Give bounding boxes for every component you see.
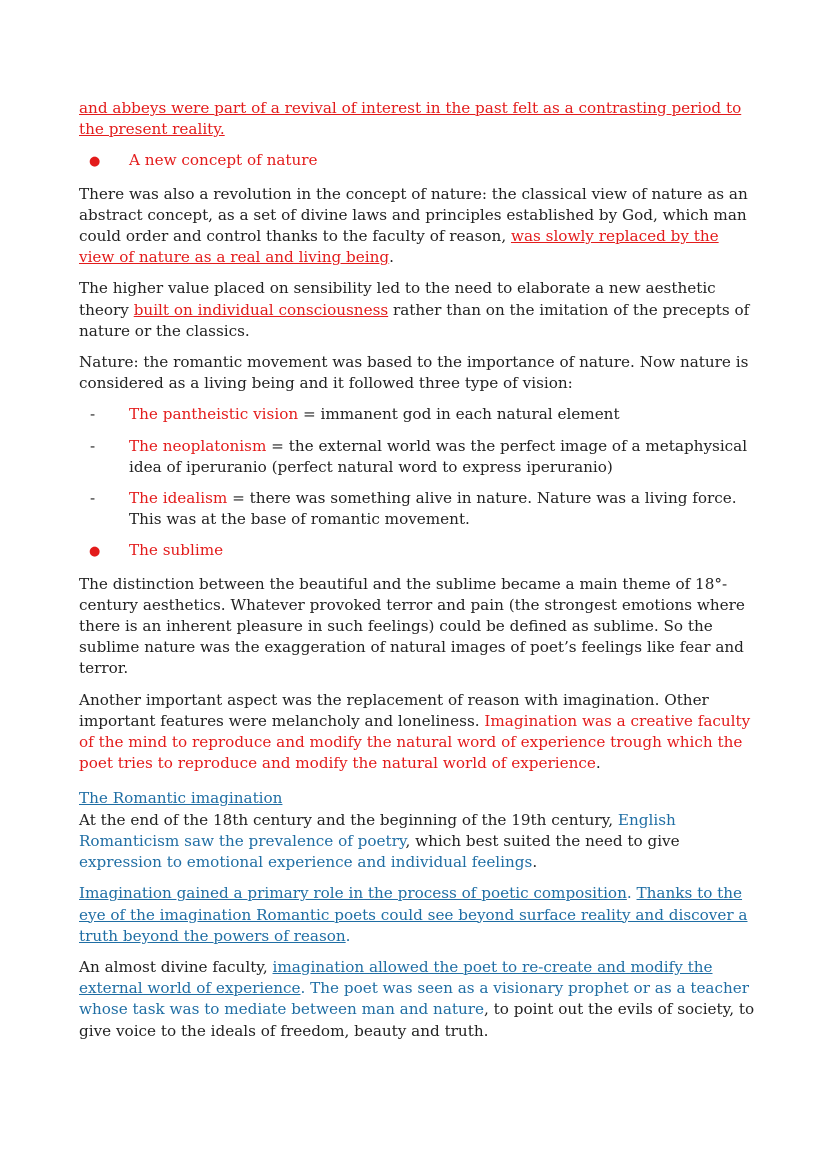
highlight-emotional-experience: expression to emotional experience and individual feelings (79, 853, 533, 872)
list-item-vision-2 (79, 436, 756, 478)
section-heading-romantic-imagination[interactable]: The Romantic imagination (79, 789, 283, 808)
highlight-re-create: imagination allowed the poet to re-create and modify the external world of experience (79, 957, 713, 998)
text-span: rather than on the imitation of the precepts of nature or the classics. (79, 300, 750, 340)
bullet-dot-icon: ● (89, 544, 101, 560)
text-span: , to point out the evils of society, to give voice to the ideals of freedom, beauty and truth. (79, 1000, 755, 1040)
highlight-revival: and abbeys were part of a revival of interest in the past felt as a contrasting period to the present reality. (79, 99, 742, 139)
text-span: Another important aspect was the replacement of reason with imagination. Other important features were melancholy and loneliness. (79, 690, 709, 730)
list-item-vision-3 (79, 488, 756, 530)
bullet-sublime (79, 540, 756, 562)
vision-term: The idealism (129, 489, 228, 508)
text-span: . (389, 248, 394, 267)
bullet-new-concept (79, 150, 756, 172)
list-item-vision-1 (79, 404, 756, 425)
text-span: . (345, 926, 351, 945)
paragraph-aesthetic-theory (79, 278, 756, 342)
bullet-label: The sublime (129, 541, 224, 560)
highlight-visionary-prophet: The poet was seen as a visionary prophet or as a teacher whose task was to mediate between man and nature (79, 979, 750, 1019)
vision-definition: = immanent god in each natural element (298, 405, 620, 424)
dash-marker: - (90, 405, 96, 424)
text-span: There was also a revolution in the concept of nature: the classical view of nature as an abstract concept, as a set of divine laws and principles established by God, which man could order and control thanks to the faculty of reason, (79, 184, 748, 246)
paragraph-18th-century (79, 810, 756, 874)
vision-definition: = the external world was the perfect image of a metaphysical idea of iperuranio (perfect natural word to express iperuranio) (129, 436, 748, 476)
text-span: . (595, 754, 601, 773)
highlight-creative-faculty: Imagination was a creative faculty of the mind to reproduce and modify the natural word of experience trough which the poet tries to reproduce and modify the natural world of experience (79, 711, 751, 773)
text-span: . (300, 979, 311, 998)
text-span: The distinction between the beautiful and the sublime became a main theme of 18°-century aesthetics. Whatever provoked terror and pain (the strongest emotions where there is an inherent pleasure in such feelings) could be defined as sublime. So the sublime nature was the exaggeration of natural images of poet’s feelings like fear and terror. (79, 574, 745, 678)
paragraph-sublime (79, 574, 756, 680)
text-span: . (626, 884, 637, 903)
highlight-eye-of-imagination: Thanks to the eye of the imagination Romantic poets could see beyond surface reality and discover a truth beyond the powers of reason (79, 884, 748, 945)
highlight-consciousness: built on individual consciousness (133, 300, 389, 319)
text-span: . (532, 853, 538, 872)
paragraph-divine-faculty (79, 957, 756, 1042)
highlight-english-romanticism: English Romanticism saw the prevalence of poetry (79, 810, 676, 850)
paragraph-primary-role (79, 883, 756, 947)
highlight-primary-role: Imagination gained a primary role in the process of poetic composition (79, 884, 627, 903)
dash-marker: - (90, 436, 96, 455)
text-span: An almost divine faculty, (79, 957, 273, 976)
text-span: , which best suited the need to give (405, 831, 680, 850)
vision-term: The pantheistic vision (129, 405, 299, 424)
text-span: At the end of the 18th century and the beginning of the 19th century, (79, 810, 618, 829)
vision-term: The neoplatonism (129, 436, 267, 455)
highlight-living-being: was slowly replaced by the view of nature as a real and living being (79, 227, 719, 267)
paragraph-romantic-movement (79, 352, 756, 394)
text-span: Nature: the romantic movement was based to the importance of nature. Now nature is considered as a living being and it followed three type of vision: (79, 353, 749, 393)
bullet-label: A new concept of nature (129, 151, 318, 170)
text-span: The higher value placed on sensibility led to the need to elaborate a new aesthetic theory (79, 279, 716, 319)
paragraph-nature-revolution (79, 184, 756, 269)
paragraph-revival (79, 98, 756, 140)
paragraph-imagination (79, 690, 756, 775)
dash-marker: - (90, 489, 96, 508)
bullet-dot-icon: ● (89, 154, 101, 170)
vision-definition: = there was something alive in nature. Nature was a living force. This was at the base of romantic movement. (129, 489, 737, 529)
